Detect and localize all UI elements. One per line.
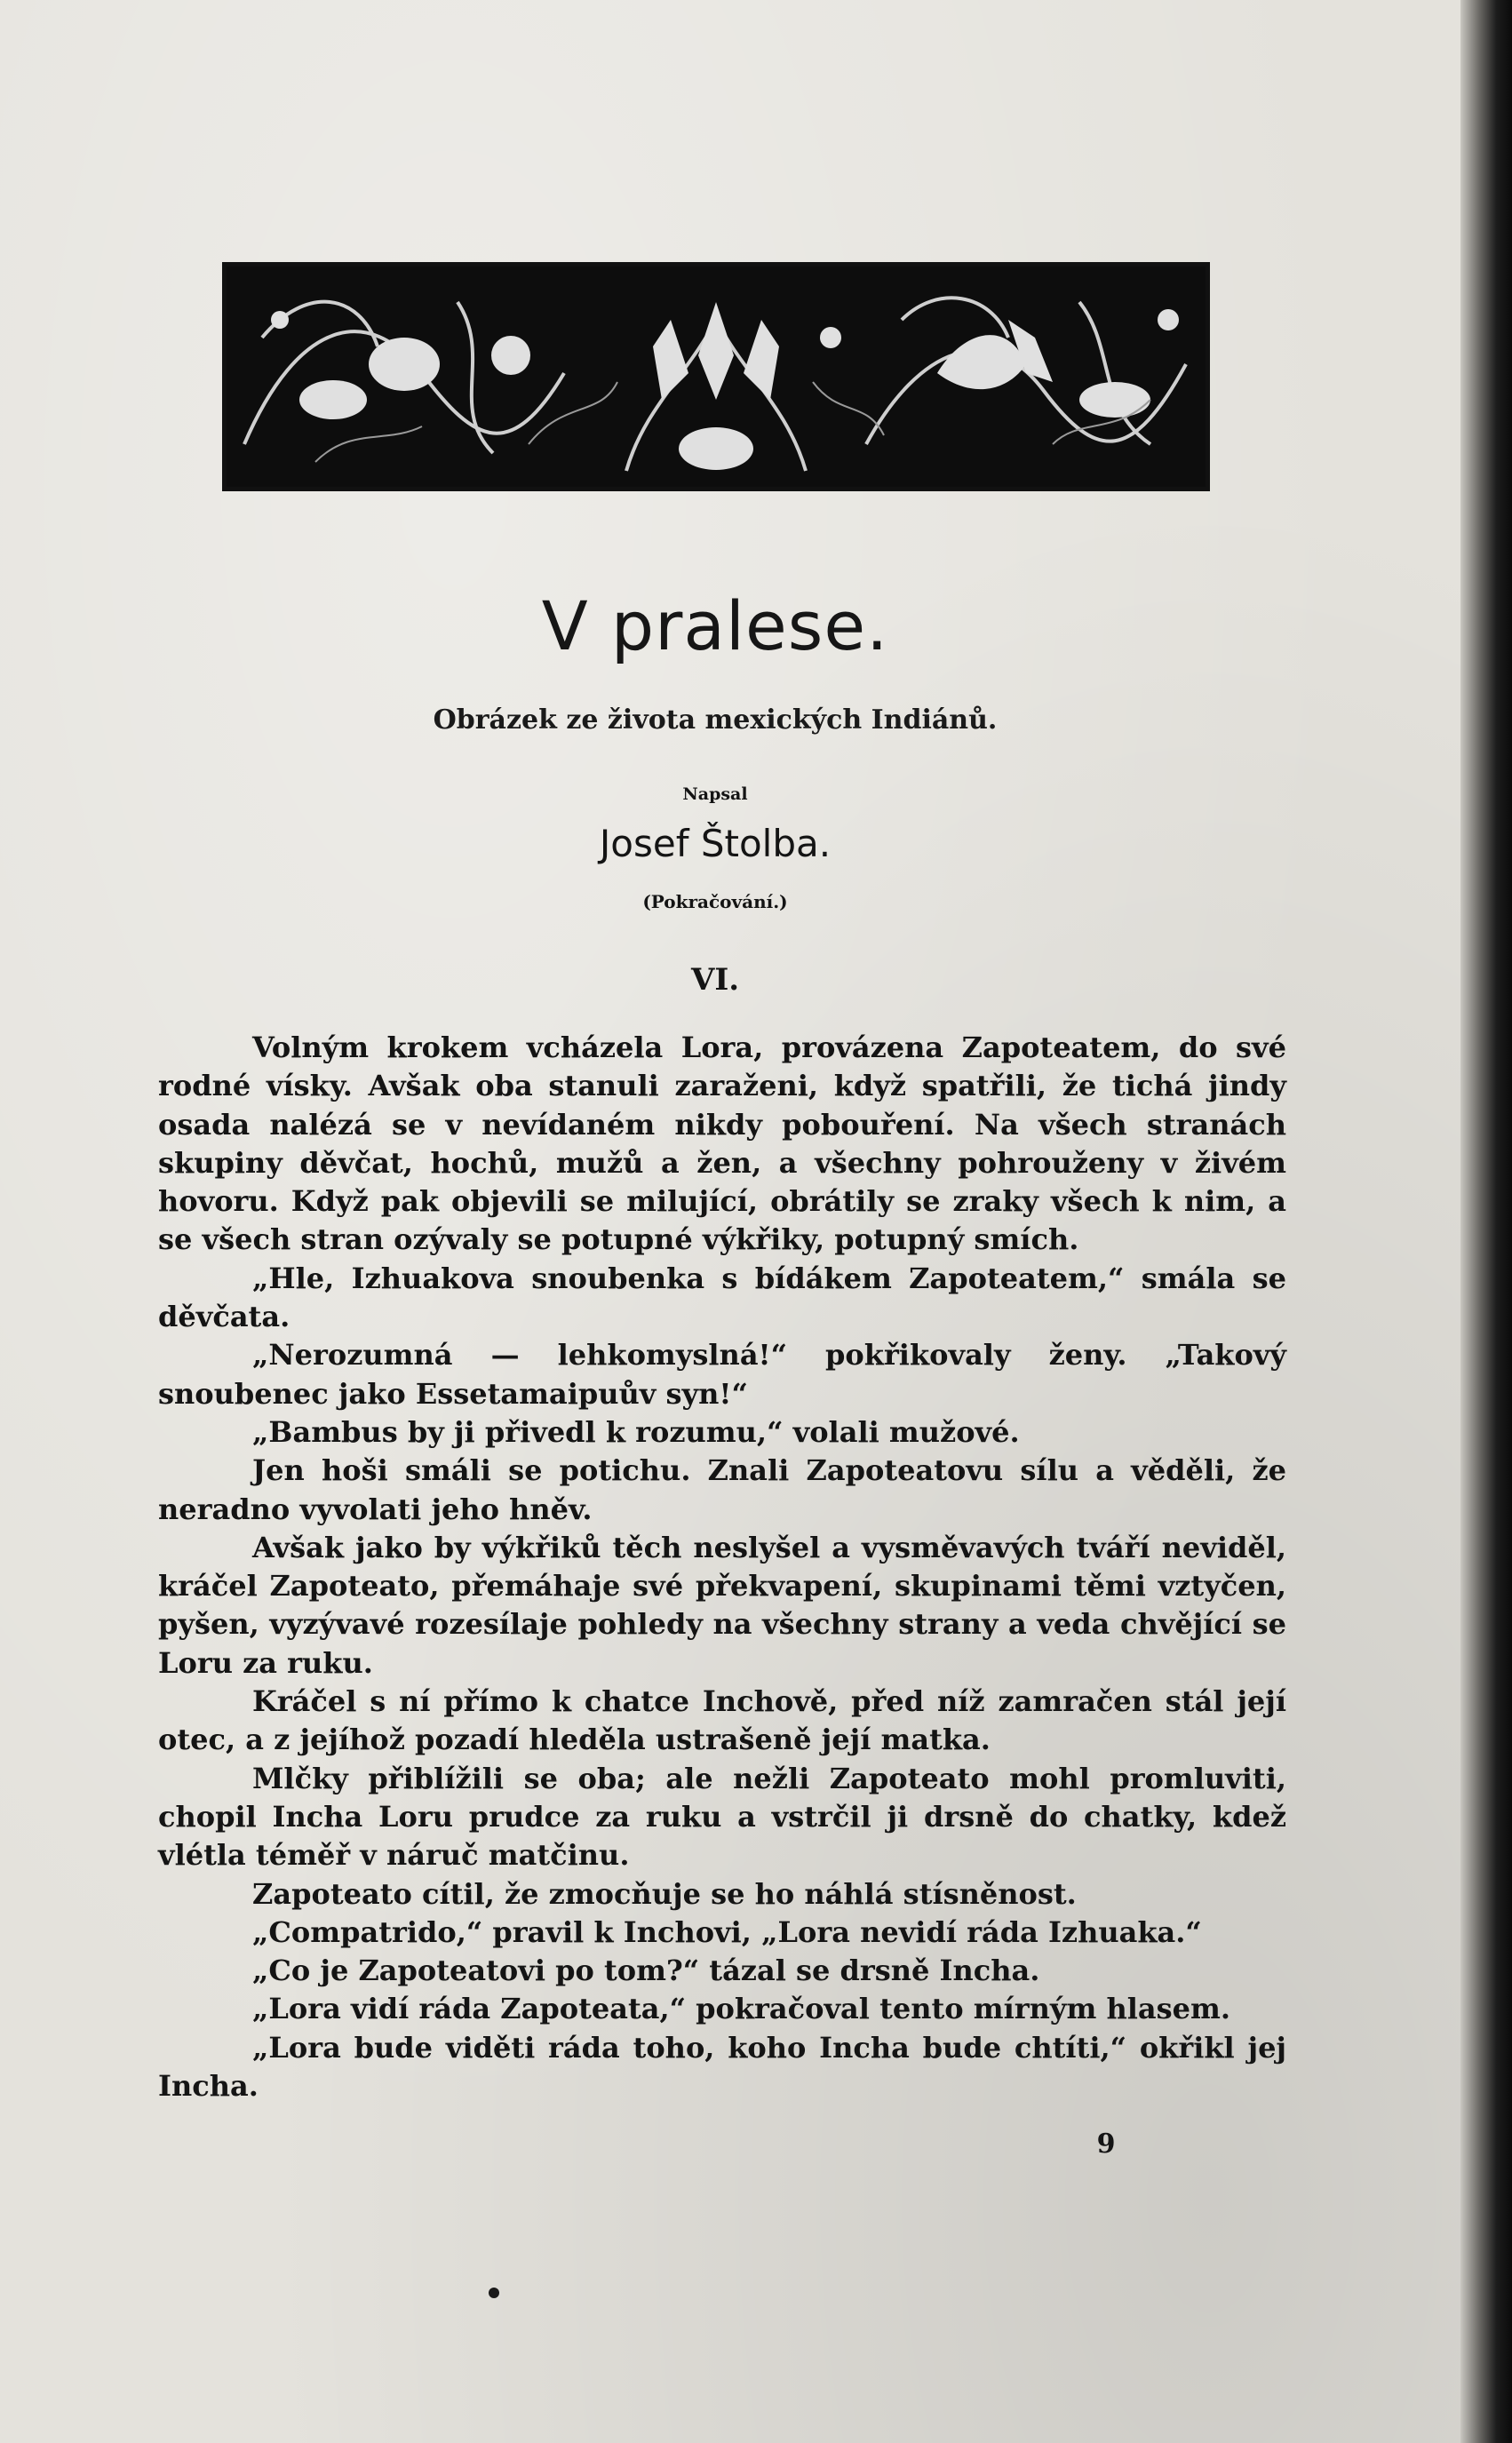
author-name: Josef Štolba. <box>599 822 832 865</box>
paragraph: „Hle, Izhuakova snoubenka s bídákem Zapoteatem,“ smála se děvčata. <box>158 1261 1286 1334</box>
chapter-number: VI. <box>690 962 740 998</box>
paragraph: „Compatrido,“ pravil k Inchovi, „Lora nevidí ráda Izhuaka.“ <box>252 1914 1202 1949</box>
paragraph: Jen hoši smáli se potichu. Znali Zapoteatovu sílu a věděli, že neradno vyvolati jeho hněv. <box>158 1453 1286 1526</box>
paragraph: „Bambus by ji přivedl k rozumu,“ volali mužové. <box>252 1414 1020 1449</box>
continuation-note: (Pokračování.) <box>642 891 788 912</box>
paragraph: „Lora vidí ráda Zapoteata,“ pokračoval tento mírným hlasem. <box>252 1992 1231 2026</box>
ornament-vine-illustration <box>227 267 1206 487</box>
paragraph: „Co je Zapoteatovi po tom?“ tázal se drsně Incha. <box>252 1954 1040 1988</box>
byline-label: Napsal <box>682 784 748 804</box>
paragraph: Kráčel s ní přímo k chatce Inchově, před níž zamračen stál její otec, a z jejíhož pozadí hleděla ustrašeně její matka. <box>158 1684 1286 1757</box>
decorative-headpiece-ornament <box>222 262 1210 491</box>
paragraph: „Lora bude viděti ráda toho, koho Incha bude chtíti,“ okřikl jej Incha. <box>158 2030 1286 2104</box>
page-number: 9 <box>1096 2129 1116 2160</box>
paragraph: Volným krokem vcházela Lora, provázena Zapoteatem, do své rodné vísky. Avšak oba stanuli zaraženi, když spatřili, že tichá jindy osada nalézá se v nevídaném nikdy pobouření. Na všech stranách skupiny děvčat, hochů, mužů a žen, a všechny pohrouženy v živém hovoru. Když pak objevili se milující, obrátily se zraky všech k nim, a se všech stran ozývaly se potupné výkřiky, potupný smích. <box>158 1031 1286 1257</box>
book-spine-edge <box>1460 0 1512 2443</box>
paragraph: Zapoteato cítil, že zmocňuje se ho náhlá stísněnost. <box>252 1876 1077 1911</box>
story-subtitle: Obrázek ze života mexických Indiánů. <box>433 704 998 736</box>
paragraph: Mlčky přiblížili se oba; ale nežli Zapoteato mohl promluviti, chopil Incha Loru prudce za ruku a vstrčil ji drsně do chatky, kdež vlétla téměř v náruč matčinu. <box>158 1761 1286 1873</box>
story-title: V pralese. <box>541 586 889 665</box>
body-text <box>158 1029 1286 2105</box>
ink-speck <box>489 2288 499 2298</box>
paragraph: „Nerozumná — lehkomyslná!“ pokřikovaly ženy. „Takový snoubenec jako Essetamaipuův syn!“ <box>158 1338 1286 1411</box>
paragraph: Avšak jako by výkřiků těch neslyšel a vysměvavých tváří neviděl, kráčel Zapoteato, přemáhaje své překvapení, skupinami těmi vztyčen, pyšen, vyzývavé rozesílaje pohledy na všechny strany a veda chvějící se Loru za ruku. <box>158 1530 1286 1680</box>
